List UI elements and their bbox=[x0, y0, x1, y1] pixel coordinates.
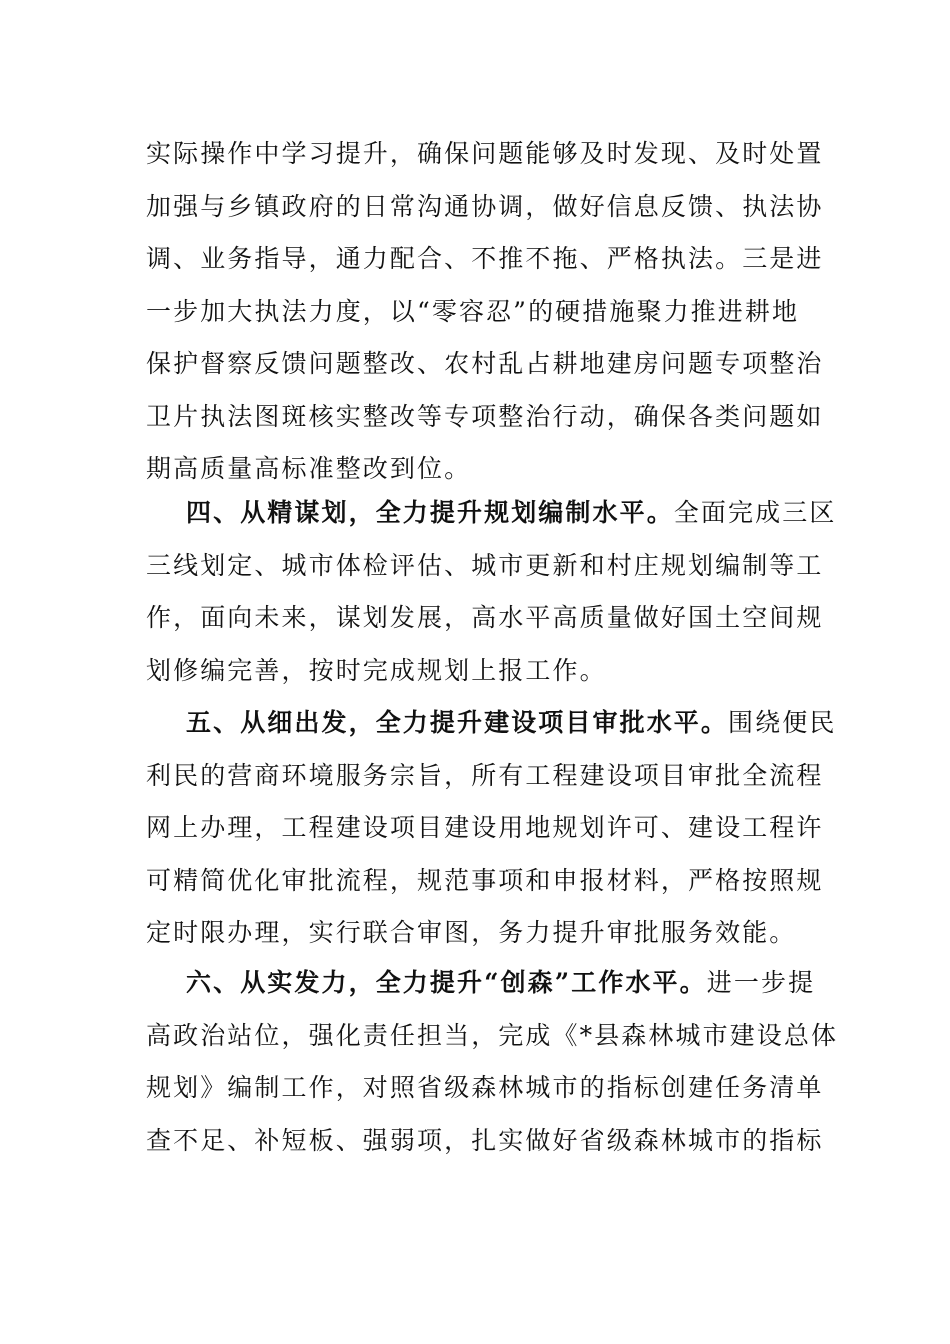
section-5-heading: 五、从细出发，全力提升建设项目审批水平。 bbox=[186, 708, 729, 737]
section-4-first-line bbox=[146, 487, 837, 540]
section-6-heading: 六、从实发力，全力提升“创森”工作水平。 bbox=[186, 968, 707, 997]
paragraph-line: 网上办理，工程建设项目建设用地规划许可、建设工程许 bbox=[146, 813, 824, 842]
continuation-paragraph bbox=[146, 128, 824, 496]
paragraph-line: 作，面向未来，谋划发展，高水平高质量做好国土空间规 bbox=[146, 603, 824, 632]
paragraph-line: 加强与乡镇政府的日常沟通协调，做好信息反馈、执法协 bbox=[146, 191, 824, 221]
section-4-paragraph bbox=[146, 487, 837, 697]
paragraph-line: 查不足、补短板、强弱项，扎实做好省级森林城市的指标 bbox=[146, 1125, 824, 1155]
paragraph-line: 一步加大执法力度，以“零容忍”的硬措施聚力推进耕地 bbox=[146, 296, 800, 326]
section-6-first-line bbox=[146, 957, 816, 1010]
paragraph-line: 高政治站位，强化责任担当，完成《*县森林城市建设总体 bbox=[146, 1020, 839, 1050]
section-6-first-line-text: 进一步提 bbox=[706, 968, 816, 997]
paragraph-line: 卫片执法图斑核实整改等专项整治行动，确保各类问题如 bbox=[146, 401, 824, 431]
paragraph-line: 规划》编制工作，对照省级森林城市的指标创建任务清单 bbox=[146, 1073, 824, 1102]
section-5-first-line bbox=[146, 697, 837, 750]
paragraph-line: 调、业务指导，通力配合、不推不拖、严格执法。三是进 bbox=[146, 244, 824, 273]
paragraph-line: 利民的营商环境服务宗旨，所有工程建设项目审批全流程 bbox=[146, 760, 824, 790]
section-6-paragraph bbox=[146, 957, 839, 1167]
paragraph-line: 保护督察反馈问题整改、农村乱占耕地建房问题专项整治 bbox=[146, 349, 824, 378]
paragraph-line: 三线划定、城市体检评估、城市更新和村庄规划编制等工 bbox=[146, 550, 824, 580]
paragraph-line: 划修编完善，按时完成规划上报工作。 bbox=[146, 655, 607, 685]
section-4-heading: 四、从精谋划，全力提升规划编制水平。 bbox=[186, 498, 674, 527]
paragraph-line: 可精简优化审批流程，规范事项和申报材料，严格按照规 bbox=[146, 865, 824, 895]
section-5-first-line-text: 围绕便民 bbox=[728, 708, 837, 737]
paragraph-line: 期高质量高标准整改到位。 bbox=[146, 454, 472, 483]
section-5-paragraph bbox=[146, 697, 837, 960]
section-4-first-line-text: 全面完成三区 bbox=[673, 498, 837, 527]
paragraph-line: 实际操作中学习提升，确保问题能够及时发现、及时处置 bbox=[146, 139, 824, 168]
paragraph-line: 定时限办理，实行联合审图，务力提升审批服务效能。 bbox=[146, 918, 797, 947]
